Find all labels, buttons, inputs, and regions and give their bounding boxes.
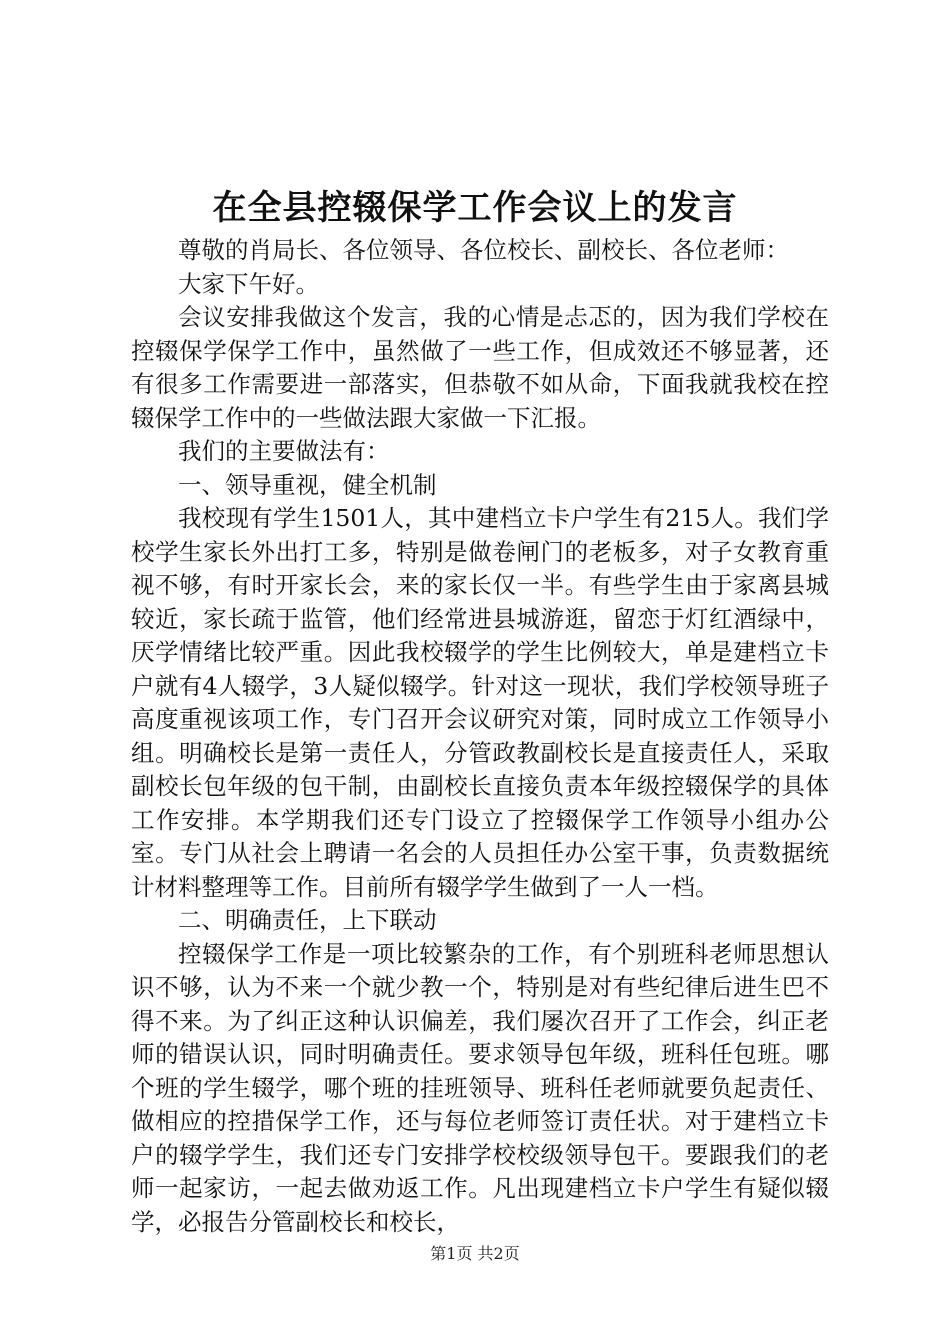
section-1-paragraph: 我校现有学生1501人，其中建档立卡户学生有215人。我们学校学生家长外出打工多，特别是做卷闸门的老板多，对子女教育重视不够，有时开家长会，来的家长仅一半。有些学生由于家离县城较近，家长疏于监管，他们经常进县城游逛，留恋于灯红酒绿中，厌学情绪比较严重。因此我校辍学的学生比例较大，单是建档立卡户就有4人辍学，3人疑似辍学。针对这一现状，我们学校领导班子高度重视该项工作，专门召开会议研究对策，同时成立工作领导小组。明确校长是第一责任人，分管政教副校长是直接责任人，采取副校长包年级的包干制，由副校长直接负责本年级控辍保学的具体工作安排。本学期我们还专门设立了控辍保学工作领导小组办公室。专门从社会上聘请一名会的人员担任办公室干事，负责数据统计材料整理等工作。目前所有辍学学生做到了一人一档。 [131,504,829,901]
salutation: 尊敬的肖局长、各位领导、各位校长、副校长、各位老师： [178,236,789,264]
section-2-paragraph: 控辍保学工作是一项比较繁杂的工作，有个别班科老师思想认识不够，认为不来一个就少教一个，特别是对有些纪律后进生巴不得不来。为了纠正这种认识偏差，我们屡次召开了工作会，纠正老师的错误认识，同时明确责任。要求领导包年级，班科任包班。哪个班的学生辍学，哪个班的挂班领导、班科任老师就要负起责任、做相应的控措保学工作，还与每位老师签订责任状。对于建档立卡户的辍学学生，我们还专门安排学校校级领导包干。要跟我们的老师一起家访，一起去做劝返工作。凡出现建档立卡户学生有疑似辍学，必报告分管副校长和校长， [131,939,829,1236]
document-body [131,234,829,1239]
section-heading-2: 二、明确责任，上下联动 [178,906,437,934]
page-footer: 第1页 共2页 [430,1244,520,1263]
greeting: 大家下午好。 [178,269,319,298]
intro-paragraph: 会议安排我做这个发言，我的心情是忐忑的，因为我们学校在控辍保学保学工作中，虽然做了一些工作，但成效还不够显著，还有很多工作需要进一部落实，但恭敬不如从命，下面我就我校在控辍保学工作中的一些做法跟大家做一下汇报。 [131,303,829,432]
document-title: 在全县控辍保学工作会议上的发言 [212,188,738,228]
section-heading-1: 一、领导重视，健全机制 [178,470,437,499]
methods-heading: 我们的主要做法有： [178,437,390,465]
